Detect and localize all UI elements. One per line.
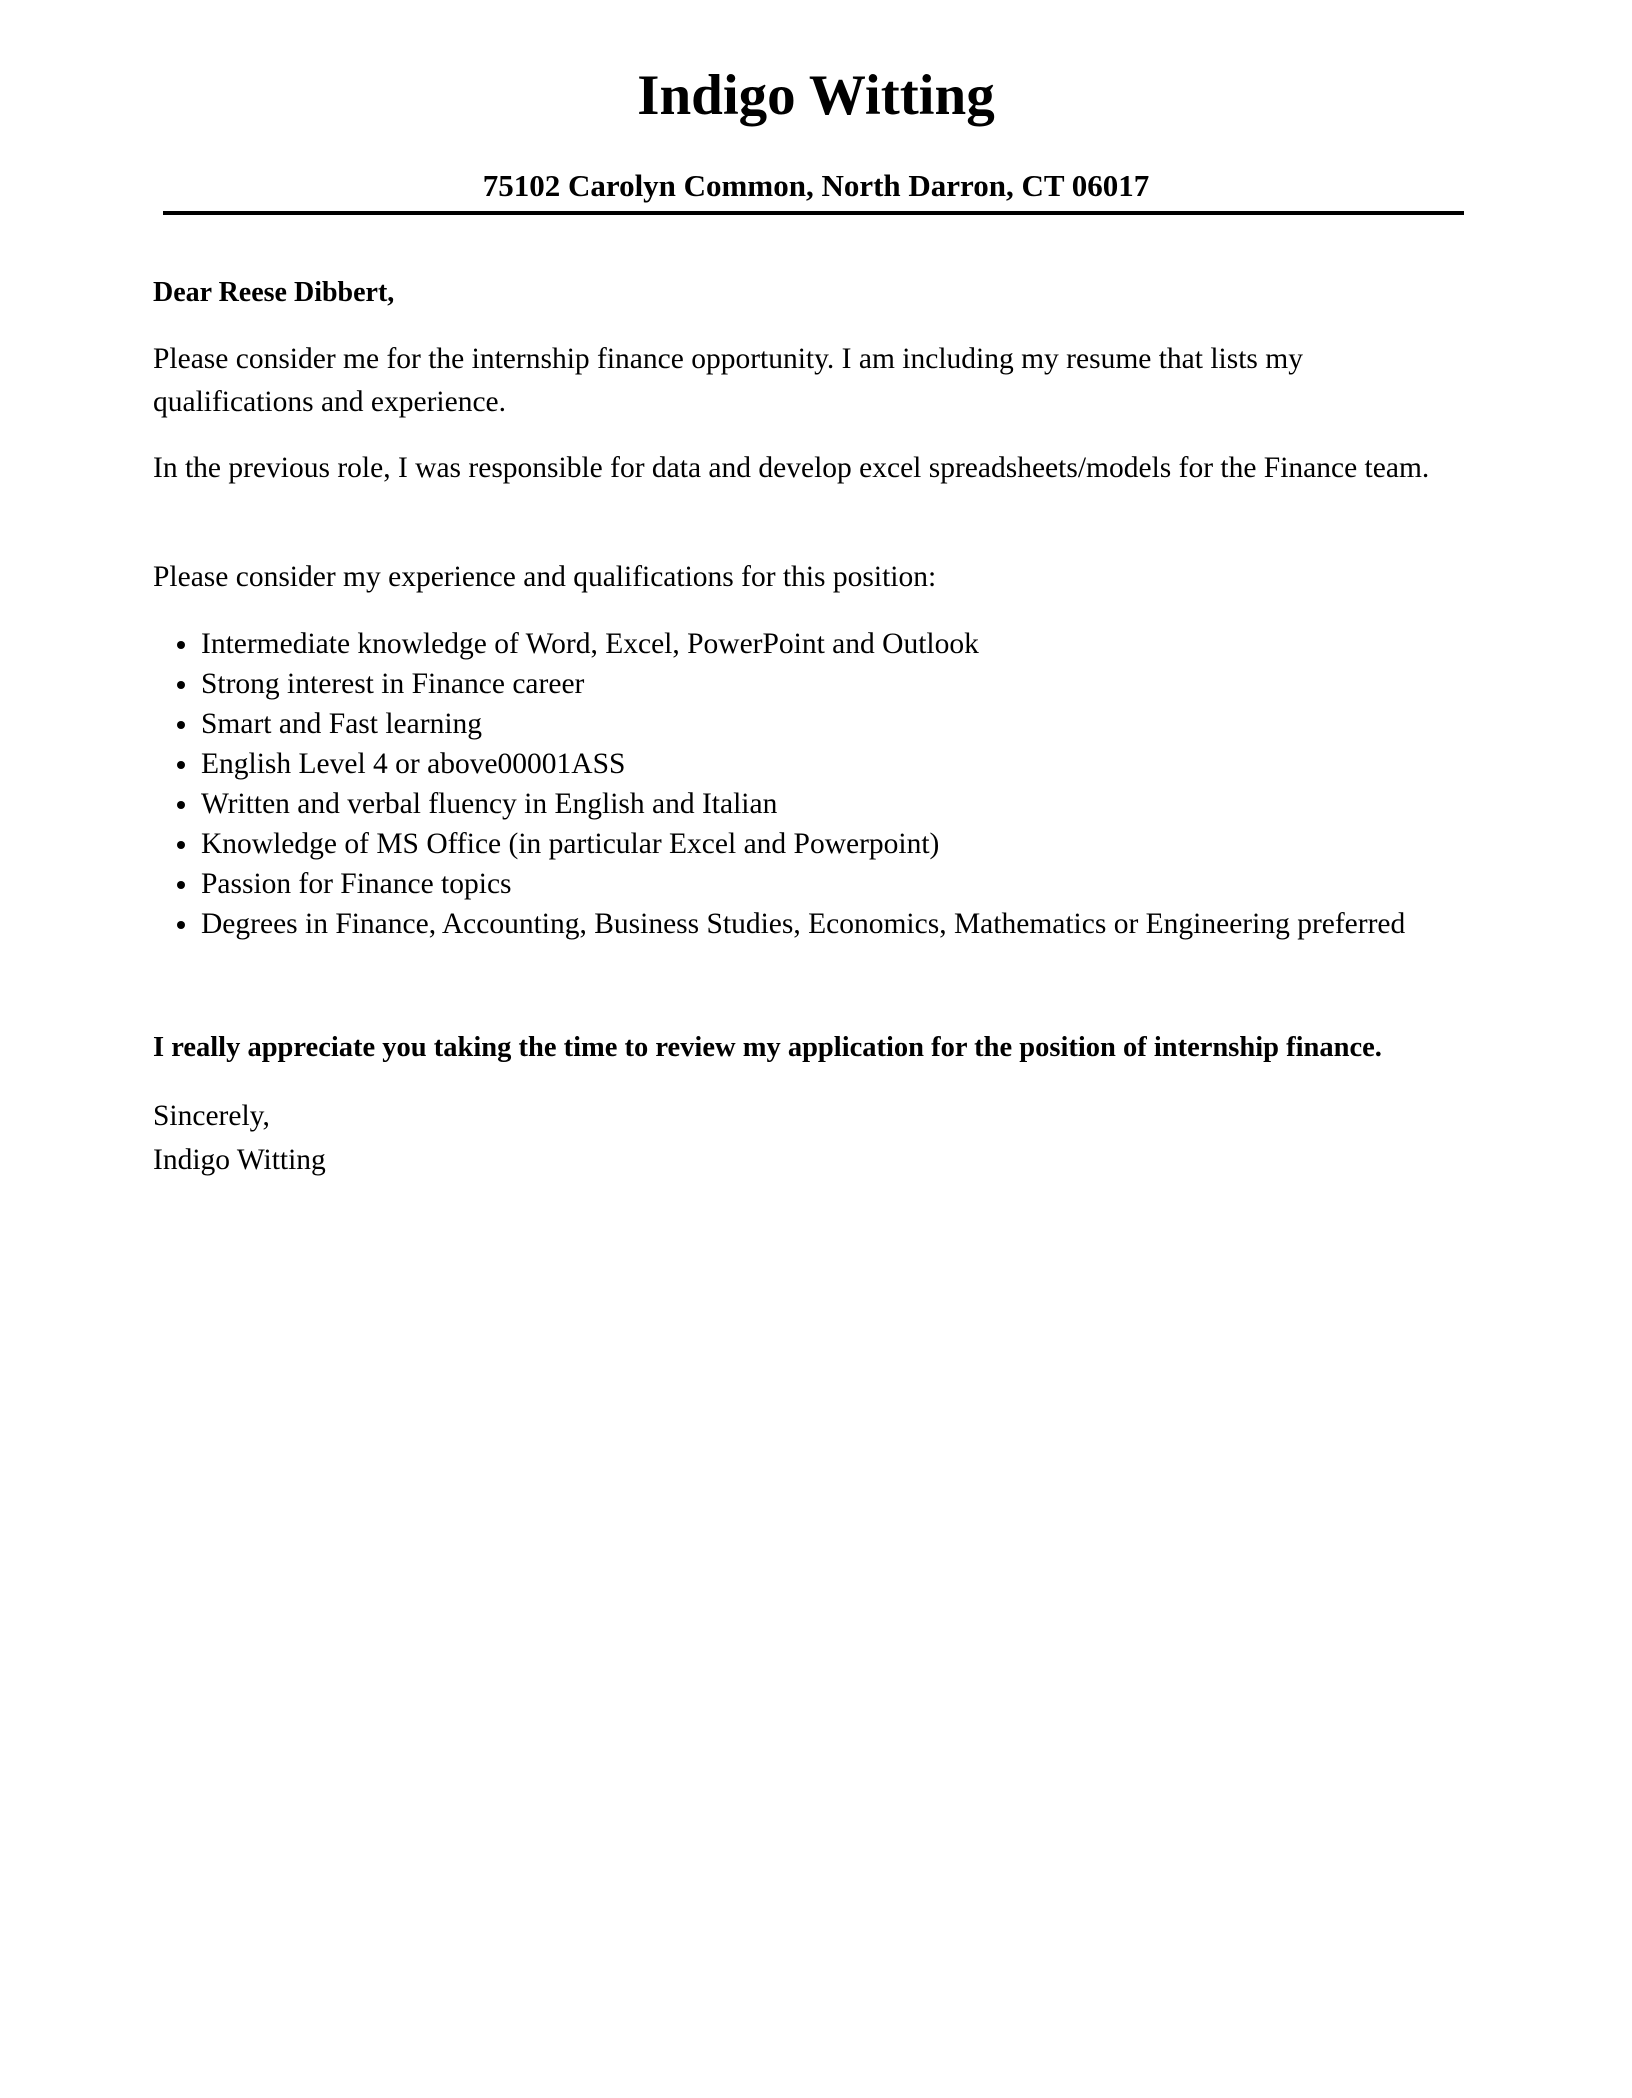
bullet-icon <box>177 761 185 769</box>
signature: Indigo Witting <box>153 1144 326 1176</box>
list-item-text: English Level 4 or above00001ASS <box>201 748 626 780</box>
bullet-icon <box>177 921 185 929</box>
bullet-icon <box>177 681 185 689</box>
list-item-text: Intermediate knowledge of Word, Excel, PowerPoint and Outlook <box>201 628 979 660</box>
signoff-block <box>153 1094 1453 1182</box>
bullet-icon <box>177 641 185 649</box>
bullet-icon <box>177 721 185 729</box>
applicant-address: 75102 Carolyn Common, North Darron, CT 06017 <box>482 168 1150 203</box>
header-divider <box>163 211 1464 215</box>
paragraph-qualifications-intro: Please consider my experience and qualifications for this position: <box>153 561 937 593</box>
bullet-icon <box>177 881 185 889</box>
list-item-text: Smart and Fast learning <box>201 708 483 740</box>
list-item <box>153 824 1453 864</box>
bullet-icon <box>177 841 185 849</box>
list-item <box>153 904 1453 944</box>
list-item <box>153 784 1453 824</box>
list-item <box>153 864 1453 904</box>
list-item-text: Passion for Finance topics <box>201 868 512 900</box>
bullet-icon <box>177 801 185 809</box>
list-item-text: Degrees in Finance, Accounting, Business Studies, Economics, Mathematics or Engineering preferred <box>201 908 1406 940</box>
signoff: Sincerely, <box>153 1100 270 1132</box>
list-item <box>153 744 1453 784</box>
qualifications-list <box>153 624 1453 944</box>
closing-statement: I really appreciate you taking the time to review my application for the position of internship finance. <box>153 1032 1382 1063</box>
list-item <box>153 664 1453 704</box>
applicant-name: Indigo Witting <box>637 64 995 127</box>
list-item <box>153 704 1453 744</box>
list-item-text: Strong interest in Finance career <box>201 668 585 700</box>
list-item-text: Written and verbal fluency in English and Italian <box>201 788 778 820</box>
paragraph-intro: Please consider me for the internship finance opportunity. I am including my resume that lists my qualifications and experience. <box>153 343 1303 418</box>
list-item <box>153 624 1453 664</box>
paragraph-experience: In the previous role, I was responsible for data and develop excel spreadsheets/models for the Finance team. <box>153 452 1430 484</box>
greeting: Dear Reese Dibbert, <box>153 277 395 308</box>
list-item-text: Knowledge of MS Office (in particular Excel and Powerpoint) <box>201 828 940 860</box>
